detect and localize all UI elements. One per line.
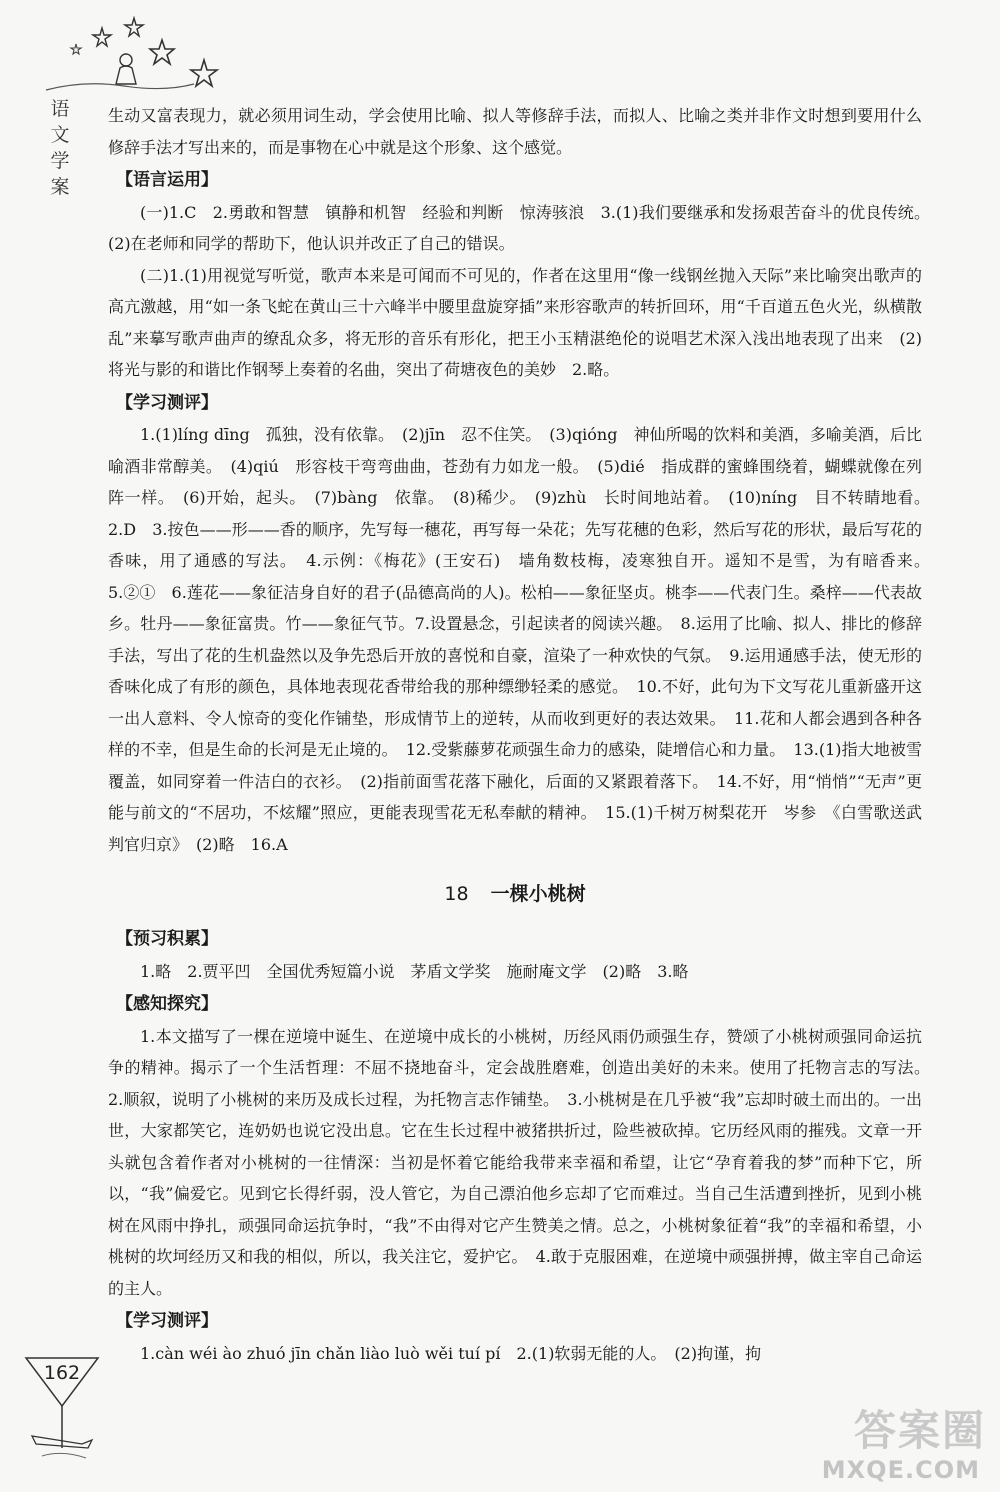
answer-paragraph: 1.略 2.贾平凹 全国优秀短篇小说 茅盾文学奖 施耐庵文学 (2)略 3.略 <box>140 961 689 981</box>
chapter-title-text: 一棵小桃树 <box>490 883 586 905</box>
chapter-number: 18 <box>444 883 469 905</box>
section-heading: 【语言运用】 <box>116 170 218 190</box>
answer-paragraph: 1.càn wéi ào zhuó jīn chǎn liào luò wěi tuí pí 2.(1)软弱无能的人。 (2)拘谨，拘 <box>140 1343 762 1363</box>
chapter-title <box>108 866 922 922</box>
star-icon <box>191 60 217 86</box>
side-label: 语文学案 <box>50 98 70 198</box>
answer-paragraph: 生动又富表现力，就必须用词生动，学会使用比喻、拟人等修辞手法，而拟人、比喻之类并非作文时想到要用什么修辞手法才写出来的，而是事物在心中就是这个形象、这个感觉。 <box>108 106 922 157</box>
answer-paragraph: (二)1.(1)用视觉写听觉，歌声本来是可闻而不可见的，作者在这里用“像一线钢丝抛入天际”来比喻突出歌声的高亢激越，用“如一条飞蛇在黄山三十六峰半中腰里盘旋穿插”来形容歌声的转折回环，用“千百道五色火光，纵横散乱”来摹写歌声曲声的缭乱众多，将无形的音乐有形化，把王小玉精湛绝伦的说唱艺术深入浅出地表现了出来 (2)将光与影的和谐比作钢琴上奏着的名曲，突出了荷塘夜色的美妙 2.略。 <box>108 265 922 379</box>
star-icon <box>150 40 174 64</box>
answer-paragraph: 1.本文描写了一棵在逆境中诞生、在逆境中成长的小桃树，历经风雨仍顽强生存，赞颂了小桃树顽强同命运抗争的精神。揭示了一个生活哲理：不屈不挠地奋斗，定会战胜磨难，创造出美好的未来。使用了托物言志的写法。 2.顺叙，说明了小桃树的来历及成长过程，为托物言志作铺垫。 3.小桃树是在几乎被“我”忘却时破土而出的。一出世，大家都笑它，连奶奶也说它没出息。它在生长过程中被猪拱折过，险些被砍掉。它历经风雨的摧残。文章一开头就包含着作者对小桃树的一往情深：当初是怀着它能给我带来幸福和希望，让它“孕育着我的梦”而种下它，所以，“我”偏爱它。见到它长得纤弱，没人管它，为自己漂泊他乡忘却了它而难过。当自己生活遭到挫折，见到小桃树在风雨中挣扎，顽强同命运抗争时，“我”不由得对它产生赞美之情。总之，小桃树象征着“我”的幸福和希望，小桃树的坎坷经历又和我的相似，所以，我关注它，爱护它。 4.敢于克服困难，在逆境中顽强拼搏，做主宰自己命运的主人。 <box>108 1026 939 1298</box>
star-decoration <box>44 14 234 98</box>
star-icon <box>93 28 111 46</box>
watermark-bottom: MXQE.COM <box>821 1456 980 1484</box>
watermark-top: 答案圈 <box>853 1406 986 1455</box>
page-content <box>108 100 939 1369</box>
section-heading: 【感知探究】 <box>116 994 218 1014</box>
page-number: 162 <box>43 1362 81 1384</box>
page-number-badge <box>22 1348 108 1466</box>
star-icon <box>71 44 81 54</box>
star-icon <box>125 18 143 36</box>
answer-paragraph: 1.(1)líng dīng 孤独，没有依靠。 (2)jīn 忍不住笑。 (3)qióng 神仙所喝的饮料和美酒，多喻美酒，后比喻酒非常醇美。 (4)qiú 形容枝干弯弯曲曲，苍劲有力如龙一般。 (5)dié 指成群的蜜蜂围绕着，蝴蝶就像在列阵一样。 (6)开始，起头。 (7)bàng 依靠。 (8)稀少。 (9)zhù 长时间地站着。 (10)níng 目不转睛地看。 2.D 3.按色——形——香的顺序，先写每一穗花，再写每一朵花；先写花穗的色彩，然后写花的形状，最后写花的香味，用了通感的写法。 4.示例：《梅花》(王安石) 墙角数枝梅，凌寒独自开。遥知不是雪，为有暗香来。 5.②① 6.莲花——象征洁身自好的君子(品德高尚的人)。松柏——象征坚贞。桃李——代表门生。桑梓——代表故乡。牡丹——象征富贵。竹——象征气节。7.设置悬念，引起读者的阅读兴趣。 8.运用了比喻、拟人、排比的修辞手法，写出了花的生机盎然以及争先恐后开放的喜悦和自豪，渲染了一种欢快的气氛。 9.运用通感手法，使无形的香味化成了有形的颜色，具体地表现花香带给我的那种缥缈轻柔的感觉。 10.不好，此句为下文写花儿重新盛开这一出人意料、令人惊奇的变化作铺垫，形成情节上的逆转，从而收到更好的表达效果。 11.花和人都会遇到各种各样的不幸，但是生命的长河是无止境的。 12.受紫藤萝花顽强生命力的感染，陡增信心和力量。 13.(1)指大地被雪覆盖，如同穿着一件洁白的衣衫。 (2)指前面雪花落下融化，后面的又紧跟着落下。 14.不好，用“悄悄”“无声”更能与前文的“不居功，不炫耀”照应，更能表现雪花无私奉献的精神。 15.(1)千树万树梨花开 岑参 《白雪歌送武判官归京》 (2)略 16.A <box>108 425 939 854</box>
section-heading: 【预习积累】 <box>116 929 218 949</box>
watermark <box>786 1398 986 1484</box>
section-heading: 【学习测评】 <box>116 392 218 413</box>
answer-paragraph: (一)1.C 2.勇敢和智慧 镇静和机智 经验和判断 惊涛骇浪 3.(1)我们要继承和发扬艰苦奋斗的优良传统。 (2)在老师和同学的帮助下，他认识并改正了自己的错误。 <box>108 202 939 253</box>
section-heading: 【学习测评】 <box>116 1311 218 1331</box>
